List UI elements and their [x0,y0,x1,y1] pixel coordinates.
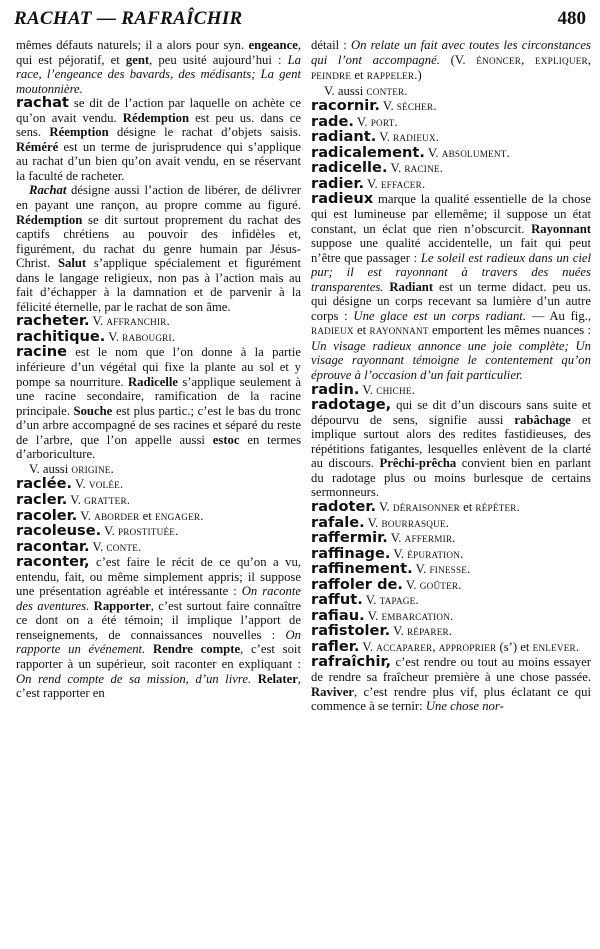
synonym-term: Rachat [29,183,67,198]
entry-text: mêmes défauts naturels; il a alors pour syn. [16,38,249,52]
entry-text: V. [376,499,393,514]
synonym-term: Rédemption [16,212,83,227]
entry-headword: radicalement. [311,143,425,161]
entry-text: . [119,477,124,492]
cross-reference: ÉNONCER [476,55,522,66]
entry-text: emportent les mêmes nuances : [428,323,591,338]
entry-headword: racontar. [16,537,90,555]
entry-text: s’applique spécialement et figurément dans le langage religieux, non pas à l’action mais au fait d’échapper à la damnation et de parvenir à la félicité éternelle, par le rachat de son âme. [16,256,301,314]
cross-reference: RÉPARER [406,627,449,638]
synonym-term: Raviver [311,684,354,699]
entry-text: . [126,492,130,507]
entry-headword: racine [16,343,67,361]
synonym-term: Rendre compte [152,642,241,657]
synonym-term: Rapporter [93,598,151,613]
dictionary-entry [16,96,301,183]
entry-text: V. [364,515,382,530]
left-column [16,38,301,701]
cross-reference: RAYONNANT [369,326,429,337]
entry-text: . [166,314,170,329]
entry-headword: radicelle. [311,159,388,177]
cross-reference: FINESSE [429,565,468,576]
entry-text: — Au fig., [526,308,591,323]
synonym-term: Rédemption [122,110,190,125]
entry-text: V. [105,329,123,344]
synonym-term: Radiant [389,279,434,294]
entry-text: V. [387,161,405,176]
entry-headword: raffoler de. [311,575,403,593]
cross-reference: RADIEUX [311,326,354,337]
example-text: Une glace est un corps radiant. [353,308,526,323]
example-text: Une chose nor- [425,699,504,714]
entry-text [145,642,153,656]
cross-reference: APPROPRIER [438,642,497,653]
entry-text: , peu usité aujourd’hui : [149,52,288,67]
cross-reference: EFFACER [380,179,422,190]
entry-text: désigne aussi l’action de libérer, de délivrer en payant une rançon, au propre comme au figuré. [16,183,301,213]
entry-headword: raffinage. [311,544,391,562]
entry-text: désigne le rachat d’objets saisis. [108,125,301,140]
entry-text: se dit surtout proprement du rachat des captifs chrétiens au pouvoir des infidèles et, figurément, du rachat du genre humain par Jésus-Christ. [16,212,301,271]
entry-text: détail : [311,38,351,52]
example-text: On rend compte de sa mission, d’un livre. [16,671,252,686]
cross-reference: CONTE [106,542,139,553]
dictionary-entry [16,555,301,700]
cross-reference: ACCAPARER [376,642,433,653]
entry-text: s’applique seulement à une racine secondaire, ramification de la racine principale. [16,374,301,418]
entry-text: V. aussi [29,461,72,476]
entry-text: (V. [439,52,477,67]
entry-text: . [394,114,398,129]
entry-text: c’est rendre ou tout au moins essayer de rendre sa fraîcheur première à une chose passée. [311,655,591,684]
entry-text: . [450,608,454,623]
synonym-term: Réméré [16,139,59,154]
cross-reference: CHICHE [376,385,412,396]
entry-text: . [411,382,415,397]
cross-reference: ENLEVER [532,642,576,653]
dictionary-entry [311,38,591,84]
entry-text: est peu us. dans ce sens. [16,110,301,140]
cross-reference: ENGAGER [154,511,201,522]
entry-text: . [439,161,443,176]
entry-text: V. [362,593,380,608]
entry-text: suppose une qualité accidentelle, un fait qui peut n’être que passager : [311,236,591,265]
entry-text: . [467,562,471,577]
cross-reference: EMBARCATION [381,611,451,622]
entry-text: V. [353,114,371,129]
cross-reference: ORIGINE [71,464,111,475]
entry-headword: rachitique. [16,327,106,345]
cross-reference: PROSTITUÉE [117,527,176,538]
entry-headword: raconter, [16,553,90,571]
entry-text: est un terme de jurisprudence qui s’applique au rachat d’un bien qu’on avait vendu, en se réservant la faculté de racheter. [16,139,301,183]
synonym-term: Relater [257,671,298,686]
entry-headword: raffinement. [311,560,413,578]
example-text: On raconte des aventures. [16,584,301,613]
dictionary-entry [16,345,301,461]
entry-text: , c’est soit rapporter à un supérieur, soit raconter en expliquant : [16,642,301,671]
synonym-term: Souche [73,403,113,418]
cross-reference: ABORDER [94,511,140,522]
synonym-term: Salut [57,256,87,271]
synonym-term: Radicelle [128,374,179,389]
entry-headword: radoter. [311,497,377,515]
entry-headword: raffut. [311,591,363,609]
synonym-term: Rayonnant [531,221,591,236]
entry-text: , qui est péjoratif, et [16,38,301,67]
entry-text: . [448,624,453,639]
entry-text: . [421,176,426,191]
entry-text: convient bien en parlant du radotage plus ou moins burlesque de certains sermonneurs. [311,456,591,500]
entry-text: se dit de l’action par laquelle on achète ce qu’on avait vendu. [16,96,301,125]
entry-headword: racheter. [16,312,90,330]
synonym-term: Prêchi-prêcha [379,456,457,471]
entry-text: qui se dit d’un discours sans suite et dépourvu de sens, signifie aussi [311,398,591,427]
cross-reference: ABSOLUMENT [441,148,507,159]
entry-headword: rafale. [311,513,365,531]
entry-text: V. [376,130,394,145]
entry-text: V. [364,176,381,191]
cross-reference: SÉCHER [396,102,434,113]
entry-text: est un terme didact. peu us. qui désigne un corps recevant sa lumière d’un autre corps : [311,279,591,323]
entry-text: V. [364,608,382,623]
entry-text: V. [412,562,430,577]
entry-text: V. [359,382,377,397]
cross-reference: TAPAGE [379,596,416,607]
example-text: On relate un fait avec toutes les circonstances qui l’ont accompagné. [311,38,591,67]
entry-text: , [521,52,535,67]
cross-reference: RÉPÉTER [475,502,517,513]
cross-reference: AFFRANCHIR [106,317,167,328]
entry-text: , c’est surtout faire connaître ce dont on a été témoin; il implique l’apport de renseignements, de connaissances nouvelles : [16,598,301,642]
example-text: Le soleil est radieux dans un ciel pur; il est rayonnant à travers des nuées transparentes. [311,250,591,294]
entry-headword: radieux [311,190,374,208]
entry-text: et [353,323,370,338]
dictionary-entry [16,38,301,96]
entry-text: en termes d’arboriculture. [16,432,301,462]
entry-text: . [433,99,437,114]
entry-text: , c’est rendre plus vif, plus éclatant ce qui commence à se ternir: [311,684,591,714]
cross-reference: GRATTER [84,495,127,506]
cross-reference: AFFERMIR [404,534,453,545]
dictionary-entry [311,192,591,382]
entry-text: V. [101,524,118,539]
right-column [311,38,591,714]
entry-text: et [139,508,155,523]
entry-headword: radotage, [311,396,392,414]
synonym-term: rabâchage [514,412,571,427]
entry-text: , [587,52,591,67]
entry-headword: racoleuse. [16,522,102,540]
cross-reference: VOLÉE [88,480,120,491]
entry-text: . [458,577,462,592]
entry-text: .) [414,68,422,83]
entry-text: . [404,83,408,98]
entry-headword: raclée. [16,475,73,493]
cross-reference: CONTER [366,86,405,97]
entry-text: . [138,539,142,554]
entry-headword: racler. [16,490,68,508]
synonym-term: Réemption [49,125,109,140]
page-number: 480 [557,8,586,29]
cross-reference: BOURRASQUE [381,518,446,529]
cross-reference: RADIEUX [393,133,436,144]
entry-headword: rafistoler. [311,622,391,640]
entry-text: V. [359,639,377,654]
synonym-term: estoc [212,432,240,447]
dictionary-entry [311,398,591,500]
entry-text: V. aussi [324,83,367,98]
entry-text: et implique surtout alors des redites fastidieuses, des répétitions fatigantes, lesquelles enlèvent de la clarté au discours. [311,412,591,471]
entry-headword: radin. [311,380,360,398]
entry-text: . [452,531,456,546]
entry-text: marque la qualité essentielle de la chose qui est lumineuse par ellemême; il suppose un état constant, un éclat que rien n’obscurcit. [311,192,591,236]
entry-text: V. [390,624,407,639]
cross-reference: EXPLIQUER [535,55,588,66]
entry-text: V. [77,508,95,523]
cross-reference: RABOUGRI [122,332,172,343]
entry-text: . [171,329,175,344]
entry-headword: rafler. [311,637,360,655]
synonym-term: engeance [248,38,298,52]
cross-reference: DÉRAISONNER [392,502,460,513]
entry-text: . [445,515,449,530]
entry-text: V. [72,477,89,492]
cross-reference: PEINDRE [311,71,352,82]
entry-text: . [575,639,580,654]
dictionary-entry [311,655,591,713]
entry-text: . [460,546,464,561]
entry-headword: racornir. [311,97,380,115]
entry-text: et [459,499,476,514]
entry-text: . [110,461,114,476]
cross-reference: RAPPELER [366,71,415,82]
entry-headword: racoler. [16,506,78,524]
cross-reference: GOÛTER [419,580,459,591]
entry-text: . [435,130,439,145]
cross-reference: PORT [370,117,395,128]
entry-text: V. [424,145,442,160]
entry-text: V. [390,546,408,561]
entry-text: (s’) et [496,639,533,654]
synonym-term: gent [125,52,150,67]
entry-text: V. [67,492,85,507]
entry-headword: radiant. [311,128,377,146]
entry-text: V. [402,577,420,592]
dictionary-entry [16,183,301,314]
entry-text: est le nom que l’on donne à la partie inférieure d’un végétal qui fixe la plante au sol et y pompe sa nourriture. [16,345,301,389]
entry-headword: rachat [16,94,69,112]
cross-reference: RACINE [404,164,440,175]
entry-text: et [351,68,367,83]
entry-text: . [516,499,520,514]
entry-text: . [200,508,204,523]
entry-text: V. [89,314,107,329]
entry-headword: radier. [311,174,365,192]
entry-headword: rafraîchir, [311,653,392,671]
example-text: Un visage radieux annonce une joie complète; Un visage rayonnant témoigne le contentement qu’on éprouve à l’occasion d’un fait particulier. [311,338,591,383]
cross-reference: ÉPURATION [407,549,461,560]
entry-text: V. [379,99,397,114]
entry-text: , [432,639,439,654]
entry-text: . [175,524,179,539]
entry-text: est plus partic.; c’est le bas du tronc d’un arbre accompagné de ses racines et séparé du reste de l’arbre, que l’on appelle aussi [16,403,301,447]
entry-text: . [506,145,510,160]
page-header [14,8,586,34]
example-text: La race, l’engeance des bavards, des médisants; La gent moutonnière. [16,52,301,96]
entry-headword: rade. [311,112,354,130]
entry-text: c’est faire le récit de ce qu’on a vu, entendu, fait, ou même simplement appris; il suppose une présentation agréable et intéressante : [16,555,301,599]
entry-text: V. [387,531,405,546]
entry-headword: rafiau. [311,606,365,624]
entry-text: V. [89,539,107,554]
example-text: On rapporte un événement. [16,627,301,657]
entry-text: . [415,593,419,608]
entry-headword: raffermir. [311,529,388,547]
entry-text: , c’est rapporter en [16,671,301,701]
running-title: RACHAT — RAFRAÎCHIR [14,8,243,29]
